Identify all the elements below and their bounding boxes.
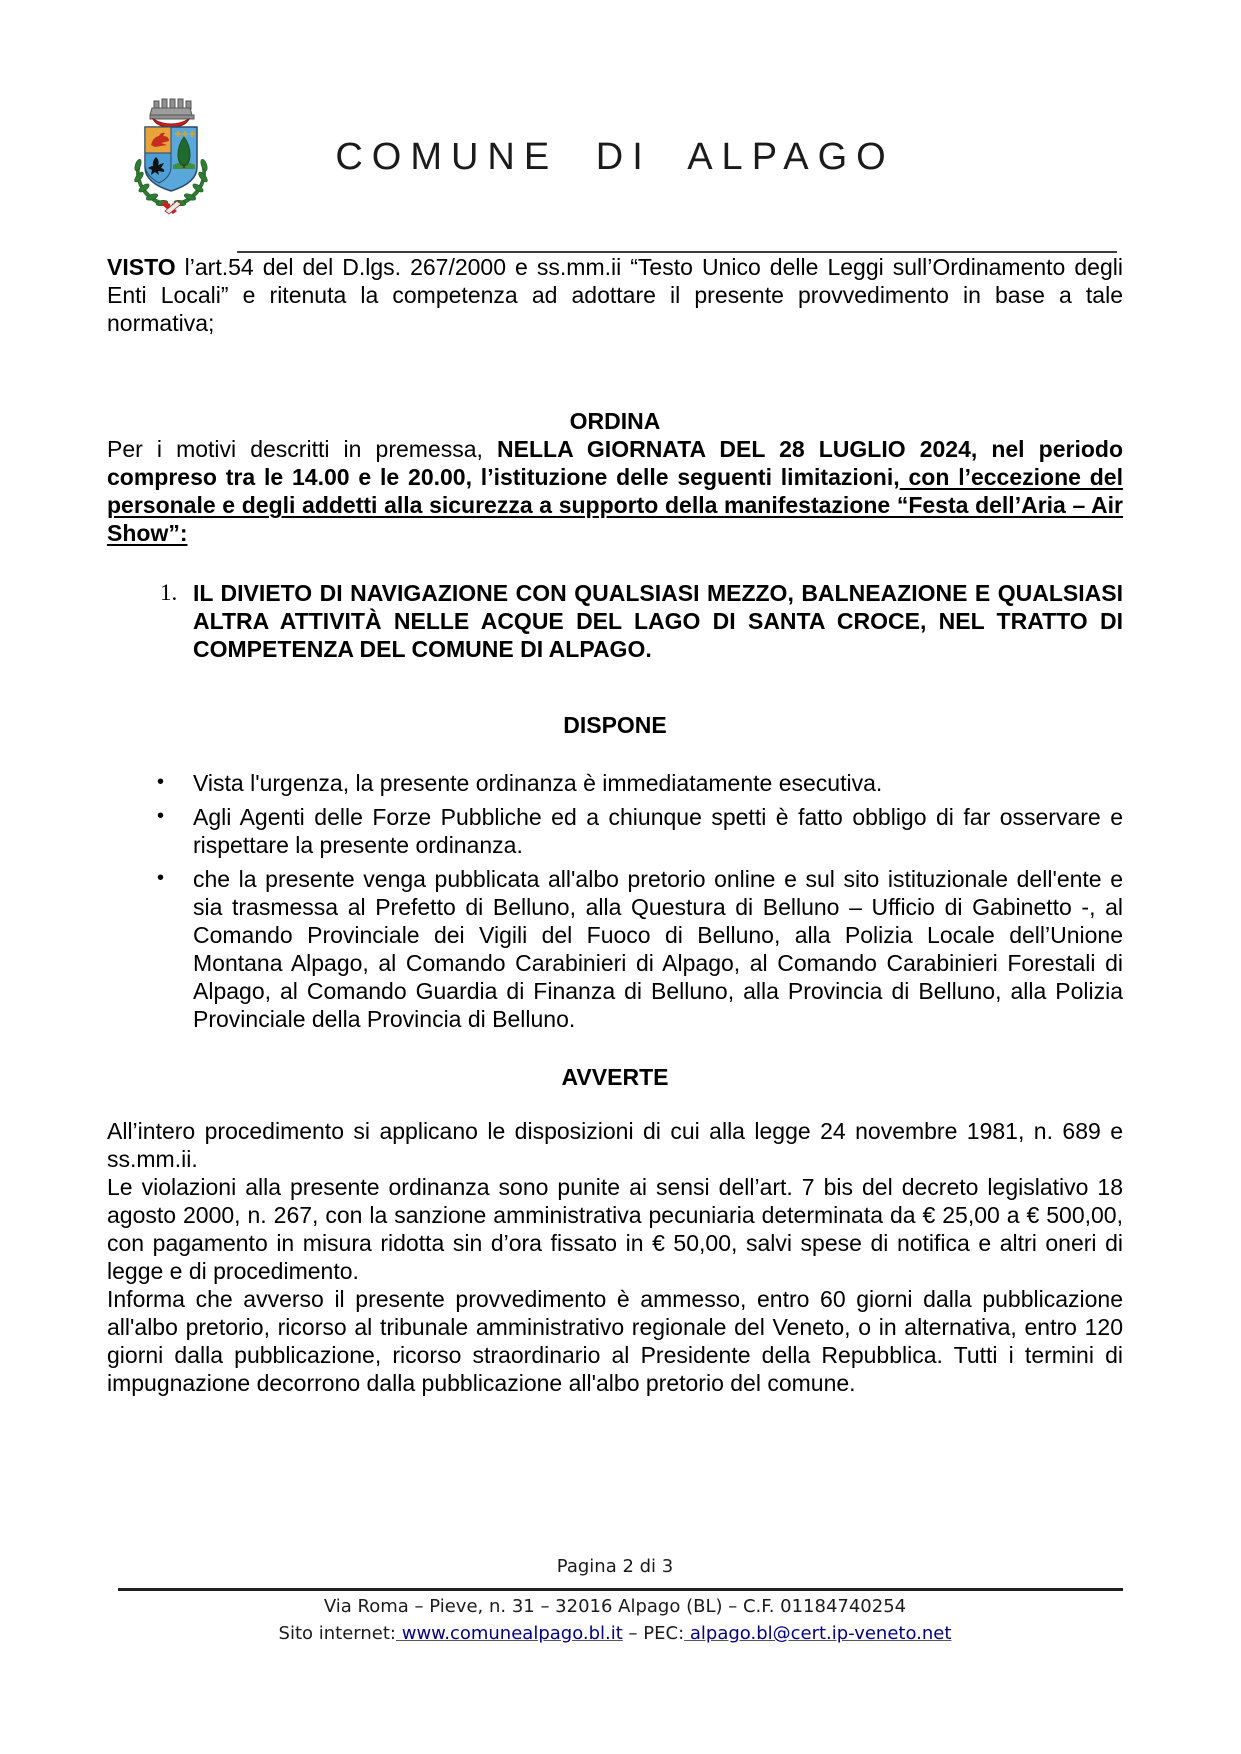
bullet-text: Vista l'urgenza, la presente ordinanza è immediatamente esecutiva. <box>193 770 883 796</box>
avverte-section <box>107 1117 1123 1397</box>
bullet-icon: • <box>157 771 165 793</box>
bullet-icon: • <box>157 867 165 889</box>
pec-label: – PEC: <box>622 1623 685 1644</box>
paragraph-ordina <box>107 435 1123 547</box>
heading-dispone: DISPONE <box>563 712 667 738</box>
document-title: COMUNE DI ALPAGO <box>335 136 895 178</box>
item-number: 1. <box>160 580 178 605</box>
item-text: IL DIVIETO DI NAVIGAZIONE CON QUALSIASI MEZZO, BALNEAZIONE E QUALSIASI ALTRA ATTIVITÀ NELLE ACQUE DEL LAGO DI SANTA CROCE, NEL TRATTO DI COMPETENZA DEL COMUNE DI ALPAGO. <box>193 580 1123 662</box>
heading-ordina: ORDINA <box>569 408 661 434</box>
ordina-bold-text: NELLA GIORNATA DEL 28 LUGLIO 2024, nel periodo compreso tra le 14.00 e le 20.00, l’istituzione delle seguenti limitazioni, <box>107 436 1123 490</box>
avverte-paragraph: Le violazioni alla presente ordinanza sono punite ai sensi dell’art. 7 bis del decreto legislativo 18 agosto 2000, n. 267, con la sanzione amministrativa pecuniaria determinata da € 25,00 a € 500,00, con pagamento in misura ridotta sin d’ora fissato in € 50,00, salvi spese di notifica e altri oneri di legge e di procedimento. <box>107 1174 1123 1284</box>
paragraph-visto <box>107 253 1123 337</box>
ordered-list <box>107 579 1123 663</box>
crown-icon <box>150 99 194 127</box>
website-link[interactable]: www.comunealpago.bl.it <box>396 1623 623 1644</box>
footer-contacts <box>107 1623 1123 1644</box>
bullet-text: Agli Agenti delle Forze Pubbliche ed a chiunque spetti è fatto obbligo di far osservare e rispettare la presente ordinanza. <box>193 804 1123 858</box>
bullet-item <box>107 865 1123 1033</box>
bullet-item <box>107 803 1123 859</box>
heading-avverte: AVVERTE <box>561 1064 669 1090</box>
ordered-item-1 <box>107 579 1123 663</box>
footer-address: Via Roma – Pieve, n. 31 – 32016 Alpago (BL) – C.F. 01184740254 <box>323 1596 907 1617</box>
ribbon-icon <box>161 201 181 214</box>
bullet-item <box>107 769 1123 797</box>
ordina-bold-underline-text: con l’eccezione del personale e degli addetti alla sicurezza a supporto della manifestazione “Festa dell’Aria – Air Show”: <box>107 464 1123 546</box>
bullet-icon: • <box>157 805 165 827</box>
document-body <box>107 253 1123 1397</box>
ordina-lead: Per i motivi descritti in premessa, <box>107 436 498 462</box>
pec-link[interactable]: alpago.bl@cert.ip-veneto.net <box>684 1623 952 1644</box>
avverte-paragraph: Informa che avverso il presente provvedimento è ammesso, entro 60 giorni dalla pubblicazione all'albo pretorio, ricorso al tribunale amministrativo regionale del Veneto, o in alternativa, entro 120 giorni dalla pubblicazione, ricorso straordinario al Presidente della Repubblica. Tutti i termini di impugnazione decorrono dalla pubblicazione all'albo pretorio del comune. <box>107 1286 1123 1396</box>
bullet-text: che la presente venga pubblicata all'albo pretorio online e sul sito istituzionale dell'ente e sia trasmessa al Prefetto di Belluno, alla Questura di Belluno – Ufficio di Gabinetto -, al Comando Provinciale dei Vigili del Fuoco di Belluno, alla Polizia Locale dell’Unione Montana Alpago, al Comando Carabinieri di Alpago, al Comando Carabinieri Forestali di Alpago, al Comando Guardia di Finanza di Belluno, alla Provincia di Belluno, alla Polizia Provinciale della Provincia di Belluno. <box>193 866 1123 1032</box>
site-label: Sito internet: <box>278 1623 396 1644</box>
visto-lead: VISTO <box>107 254 176 280</box>
visto-text: l’art.54 del del D.lgs. 267/2000 e ss.mm.ii “Testo Unico delle Leggi sull’Ordinamento degli Enti Locali” e ritenuta la competenza ad adottare il presente provvedimento in base a tale normativa; <box>107 254 1123 336</box>
page-number: Pagina 2 di 3 <box>556 1556 674 1577</box>
footer-divider <box>118 1588 1123 1591</box>
avverte-paragraph: All’intero procedimento si applicano le disposizioni di cui alla legge 24 novembre 1981, n. 689 e ss.mm.ii. <box>107 1118 1123 1172</box>
bullet-list <box>107 769 1123 1033</box>
